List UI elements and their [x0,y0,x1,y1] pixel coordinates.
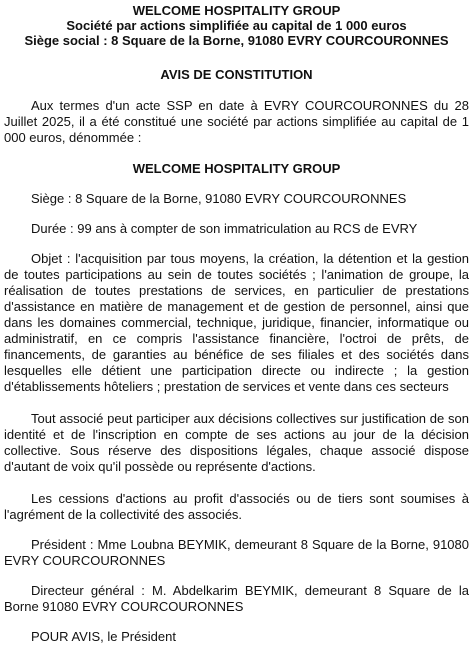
siege-paragraph: Siège : 8 Square de la Borne, 91080 EVRY COURCOURONNES [31,191,407,206]
header-registered-office: Siège social : 8 Square de la Borne, 91080 EVRY COURCOURONNES [24,33,449,48]
notice-title: AVIS DE CONSTITUTION [160,67,313,82]
cessions-paragraph: Les cessions d'actions au profit d'associés ou de tiers sont soumises à l'agrément de la collectivité des associés. [4,491,469,522]
president-paragraph: Président : Mme Loubna BEYMIK, demeurant 8 Square de la Borne, 91080 EVRY COURCOURONNES [4,537,469,568]
header-company-name: WELCOME HOSPITALITY GROUP [132,3,341,18]
objet-paragraph: Objet : l'acquisition par tous moyens, la création, la détention et la gestion de toutes participations au sein de toutes sociétés ; l'animation de groupe, la réalisation de toutes prestations de services, en particulier de prestations d'assistance en matière de management et de gestion de personnel, ainsi que dans les domaines commercial, technique, juridique, financier, informatique ou administratif, en ce compris l'assistance financière, l'octroi de prêts, de financements, de garanties au bénéfice de ses filiales et des sociétés dans lesquelles elle détient une participation directe ou indirecte ; la gestion d'établissements hôteliers ; prestation de services et vente dans ces secteurs [4,251,469,394]
directeur-general-paragraph: Directeur général : M. Abdelkarim BEYMIK, demeurant 8 Square de la Borne 91080 EVRY COURCOURONNES [4,583,469,614]
duree-paragraph: Durée : 99 ans à compter de son immatriculation au RCS de EVRY [31,221,418,236]
associes-paragraph: Tout associé peut participer aux décisions collectives sur justification de son identité et de l'inscription en compte de ses actions au jour de la décision collective. Sous réserve des dispositions légales, chaque associé dispose d'autant de voix qu'il possède ou représente d'actions. [4,411,469,474]
intro-paragraph: Aux termes d'un acte SSP en date à EVRY COURCOURONNES du 28 Juillet 2025, il a été constitué une société par actions simplifiée au capital de 1 000 euros, dénommée : [4,98,469,145]
company-name: WELCOME HOSPITALITY GROUP [132,161,341,176]
signature-line: POUR AVIS, le Président [31,629,176,644]
header-company-form: Société par actions simplifiée au capital de 1 000 euros [66,18,407,33]
